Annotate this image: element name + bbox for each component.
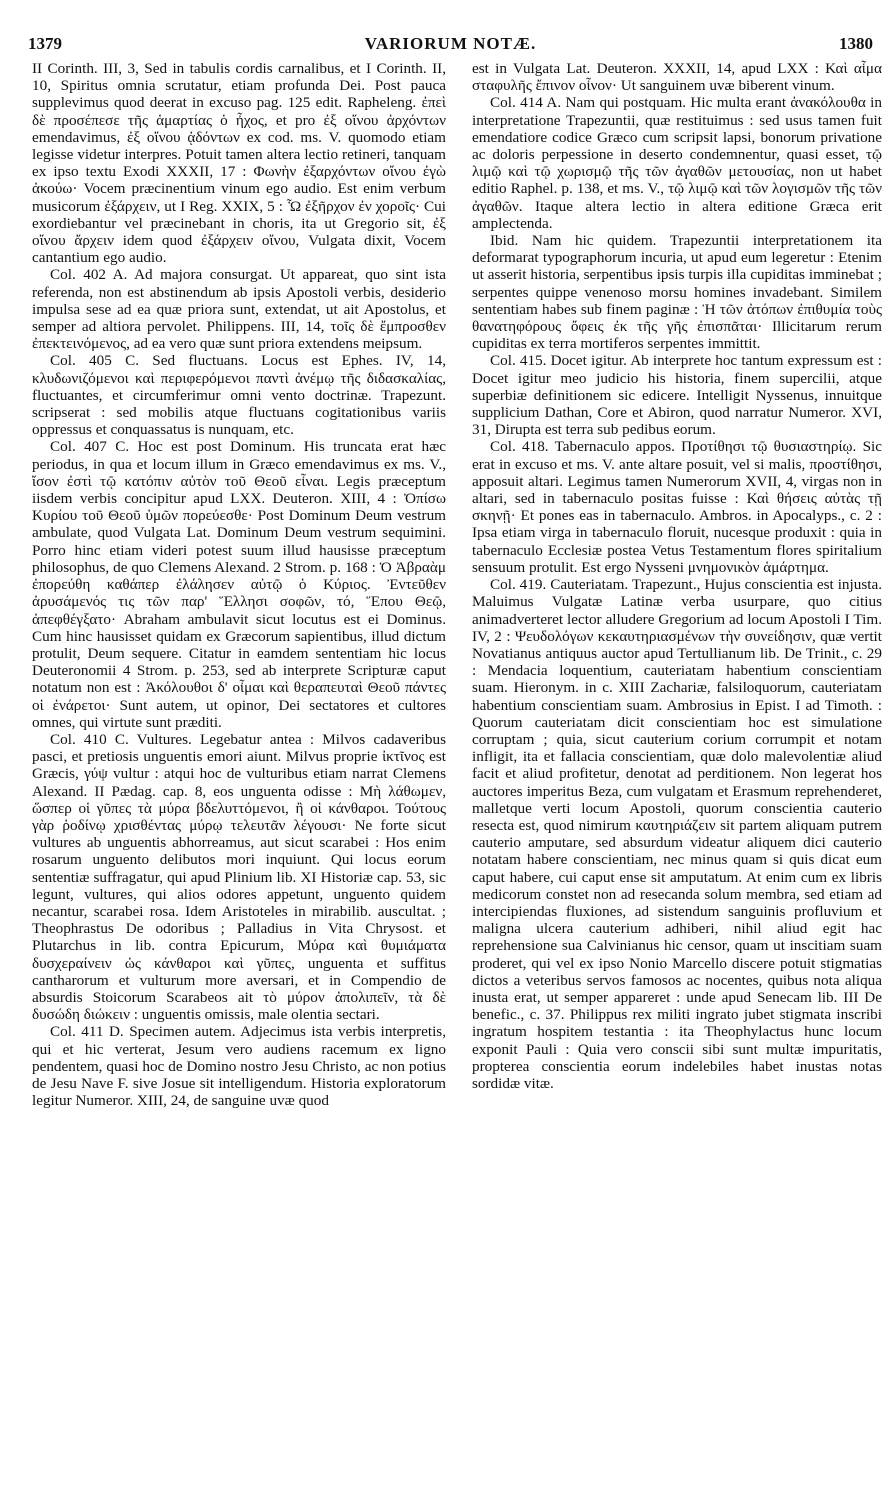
note-paragraph: Col. 415. Docet igitur. Ab interprete hoc tantum expressum est : Docet igitur meo judicio his historia, finem supercilii, atque superbiæ definitionem sic edicere. Intelligit Nyssenus, innuitque supplicium Dathan, Core et Abiron, quod narratur Numeror. XVI, 31, Dirupta est terra sub pedibus eorum.: [472, 352, 882, 439]
note-paragraph: Col. 402 A. Ad majora consurgat. Ut appareat, quo sint ista referenda, non est abstinendum ab ipsis Apostoli verbis, desiderio impulsa sese ad ea quæ priora sunt, extendat, ut ait Apostolus, et semper ad altiora pervolet. Philippens. III, 14, τοῖς δὲ ἔμπροσθεν ἐπεκτεινόμενος, ad ea vero quæ sunt priora extendens meipsum.: [32, 266, 446, 353]
left-column: [32, 60, 446, 1485]
page-number-right: 1380: [839, 34, 873, 53]
note-paragraph: est in Vulgata Lat. Deuteron. XXXII, 14, apud LXX : Καὶ αἷμα σταφυλῆς ἔπινον οἶνον· Ut sanguinem uvæ biberent vinum.: [472, 60, 882, 95]
note-paragraph: Col. 419. Cauteriatam. Trapezunt., Hujus conscientia est injusta. Maluimus Vulgatæ Latinæ verba usurpare, quo citius animadverteret lector alludere Gregorium ad locum Apostoli I Tim. IV, 2 : Ψευδολόγων κεκαυτηριασμένων τὴν συνείδησιν, quæ vertit Novatianus antiquus auctor apud Tertullianum lib. De Trinit., c. 29 : Mendacia loquentium, cauteriatam habentium conscientiam suam. Hieronym. in c. XIII Zachariæ, falsiloquorum, cauteriatam habentium conscientiam suam. Ambrosius in Epist. I ad Timoth. : Quorum cauteriatam dicit conscientiam hoc est simulatione corruptam ; quia, sicut cauterium corium corrumpit et notam infligit, ita et fallacia conscientiam, quæ dolo malevolentiæ aliud facit et aliud profitetur, denotat ad perditionem. Non legerat hos auctores imperitus Beza, cum vulgatam et Erasmum reprehenderet, malletque verti locum Apostoli, quorum conscientia cauterio resecta est, quod nimirum καυτηριάζειν sit partem aliquam putrem cauterio amputare, sed absurdum videatur aliquem dici cauterio notatam habere conscientiam, nec minus quam si quis dicat eum caput habere, cui caput ense sit amputatum. At enim cum ex libris medicorum constet non ad resecanda solum membra, sed etiam ad intercipiendas fluxiones, ad sistendum sanguinis profluvium et maligna ulcera cauterium adhiberi, nihil aliud egit hac reprehensione sua Calvinianus hic censor, quam ut inscitiam suam proderet, qui vel ex ipso Nonio Marcello discere potuit stigmatias dictos a veteribus servos famosos ac nocentes, quibus nota aliqua inusta erat, ut semper appareret : unde apud Senecam lib. III De benefic., c. 37. Philippus rex militi ingrato jubet stigmata inscribi ingratum hospitem testantia : ita Theophylactus hunc locum exponit Pauli : Quia vero conscii sibi sunt multæ impuritatis, propterea conscientia eorum indelebiles habet inustas notas sordidæ vitæ.: [472, 576, 882, 1092]
note-paragraph: Col. 410 C. Vultures. Legebatur antea : Milvos cadaveribus pasci, et pretiosis unguentis emori aiunt. Milvus proprie ἰκτῖνος est Græcis, γύψ vultur : atqui hoc de vulturibus etiam narrat Clemens Alexand. II Pædag. cap. 8, eos unguenta odisse : Μὴ λάθωμεν, ὥσπερ οἱ γῦπες τὰ μύρα βδελυττόμενοι, ἢ οἱ κάνθαροι. Τούτους γὰρ ῥοδίνῳ χρισθέντας μύρῳ τελευτᾶν λέγουσι· Ne forte sicut vultures ab unguentis abhorreamus, aut sicut scarabei : Hos enim rosarum unguento delibutos mori inquiunt. Qui locus eorum sententiæ suffragatur, qui apud Plinium lib. XI Historiæ cap. 53, sic legunt, vultures, qui alios odores appetunt, unguento quidem necantur, scarabei rosa. Idem Aristoteles in mirabilib. auscultat. ; Theophrastus De odoribus ; Palladius in Vita Chrysost. et Plutarchus in lib. contra Epicurum, Μύρα καὶ θυμιάματα δυσχεραίνειν ὡς κάνθαροι καὶ γῦπες, unguenta et suffitus cantharorum et vulturum more aversari, et in Compendio de absurdis Stoicorum Scarabeos ait τὸ μύρον ἀπολιπεῖν, τὰ δὲ δυσώδη διώκειν : unguentis omissis, male olentia sectari.: [32, 730, 446, 1024]
note-paragraph: Col. 414 A. Nam qui postquam. Hic multa erant ἀνακόλουθα in interpretatione Trapezuntii, quæ restituimus : sed usus tamen fuit emendatiore codice Græco cum scripsit lapsi, bonorum privatione ac doloris perpessione in deserto condemnentur, quasi esset, τῷ λιμῷ καὶ τῷ χωρισμῷ τῆς τῶν ἀγαθῶν μετουσίας, non ut habet editio Raphel. p. 138, et ms. V., τῷ λιμῷ καὶ τῶν λογισμῶν τῆς τῶν ἀγαθῶν. Itaque altera lectio in altera editione Græca erit amplectenda.: [472, 94, 882, 232]
page-header: [28, 34, 873, 58]
note-paragraph: II Corinth. III, 3, Sed in tabulis cordis carnalibus, et I Corinth. II, 10, Spiritus omnia scrutatur, etiam profunda Dei. Post pauca supplevimus quod deerat in excuso pag. 125 edit. Rapheleng. ἐπεὶ δὲ προσέπεσε τῆς ἁμαρτίας ὁ ἦχος, et pro ἐξ οἴνου ἀρχόντων emendavimus, ἐξ οἴνου ᾀδόντων ex cod. ms. V. quomodo etiam legisse videtur interpres. Potuit tamen altera lectio retineri, tanquam ex ipso textu Exodi XXXII, 17 : Φωνὴν ἐξαρχόντων οἴνου ἐγὼ ἀκούω· Vocem præcinentium vinum ego audio. Est enim verbum musicorum ἐξάρχειν, ut I Reg. XXIX, 5 : Ὧ ἐξῆρχον ἐν χοροῖς· Cui exordiebantur vel præcinebant in choris, ita ut Gregorio sit, ἐξ οἴνου ἄρχειν idem quod ἐξάρχειν οἴνου, Vulgata dixit, Vocem cantantium ego audio.: [32, 60, 446, 267]
running-title: VARIORUM NOTÆ.: [364, 34, 537, 53]
right-column: [472, 60, 882, 1485]
note-paragraph: Ibid. Nam hic quidem. Trapezuntii interpretationem ita deformarat typographorum incuria, ut apud eum legeretur : Etenim ut asserit historia, serpentibus ipsis turpis illa cupiditas imminebat ; serpentes quippe venenoso morsu homines invadebant. Similem sententiam habes sub finem paginæ : Ἡ τῶν ἀτόπων ἐπιθυμία τοὺς θανατηφόρους ὄφεις ἐκ τῆς γῆς ἐπισπᾶται· Illicitarum rerum cupiditas ex terra mortiferos serpentes immittit.: [472, 232, 882, 353]
note-paragraph: Col. 411 D. Specimen autem. Adjecimus ista verbis interpretis, qui et hic verterat, Jesum vero audiens racemum ex ligno pendentem, quasi hoc de Domino nostro Jesu Christo, ac non potius de Jesu Nave F. sive Josue sit intelligendum. Historia exploratorum legitur Numeror. XIII, 24, de sanguine uvæ quod: [32, 1023, 446, 1110]
note-paragraph: Col. 418. Tabernaculo appos. Προτίθησι τῷ θυσιαστηρίῳ. Sic erat in excuso et ms. V. ante altare posuit, vel si malis, προστίθησι, apposuit altari. Legimus tamen Numerorum XVII, 4, virgas non in altari, sed in tabernaculo positas fuisse : Καὶ θήσεις αὐτὰς τῇ σκηνῇ· Et pones eas in tabernaculo. Ambros. in Apocalyps., c. 2 : Ipsa etiam virga in tabernaculo floruit, nucesque produxit : quia in tabernaculo Ecclesiæ postea Vetus Testamentum flores spiritalium sensuum protulit. Est ergo Nysseni μνημονικὸν ἁμάρτημα.: [472, 438, 882, 576]
note-paragraph: Col. 407 C. Hoc est post Dominum. His truncata erat hæc periodus, in qua et locum illum in Græco emendavimus ex ms. V., ἴσον ἐστὶ τῷ κατόπιν αὐτὸν τοῦ Θεοῦ εἶναι. Legis præceptum iisdem verbis concipitur apud LXX. Deuteron. XIII, 4 : Ὀπίσω Κυρίου τοῦ Θεοῦ ὑμῶν πορεύεσθε· Post Dominum Deum vestrum ambulate, quod Vulgata Lat. Dominum Deum vestrum sequimini. Porro hinc etiam videri potest suum illud hausisse præceptum philosophus, de quo Clemens Alexand. 2 Strom. p. 168 : Ὁ Ἀβραὰμ ἐπορεύθη καθάπερ ἐλάλησεν αὐτῷ ὁ Κύριος. Ἐντεῦθεν ἀρυσάμενός τις τῶν παρ' Ἕλλησι σοφῶν, τό, Ἕπου Θεῷ, ἀπεφθέγξατο· Abraham ambulavit sicut locutus est ei Dominus. Cum hinc hausisset quidam ex Græcorum sapientibus, illud dictum protulit, Deum sequere. Citatur in eamdem sententiam hic locus Deuteronomii 4 Strom. p. 253, sed ab interprete Scripturæ caput notatum non est : Ἀκόλουθοι δ' οἶμαι καὶ θεραπευταὶ Θεοῦ πάντες οἱ ἐνάρετοι· Sunt autem, ut opinor, Dei sectatores et cultores omnes, qui virtute sunt præditi.: [32, 438, 446, 731]
page-number-left: 1379: [28, 34, 62, 53]
note-paragraph: Col. 405 C. Sed fluctuans. Locus est Ephes. IV, 14, κλυδωνιζόμενοι καὶ περιφερόμενοι παντὶ ἀνέμῳ τῆς διδασκαλίας, fluctuantes, et circumferimur omni vento doctrinæ. Trapezunt. scripserat : sed mobilis atque fluctuans cogitationibus variis oppressus et conquassatus is nunquam, etc.: [32, 352, 446, 439]
